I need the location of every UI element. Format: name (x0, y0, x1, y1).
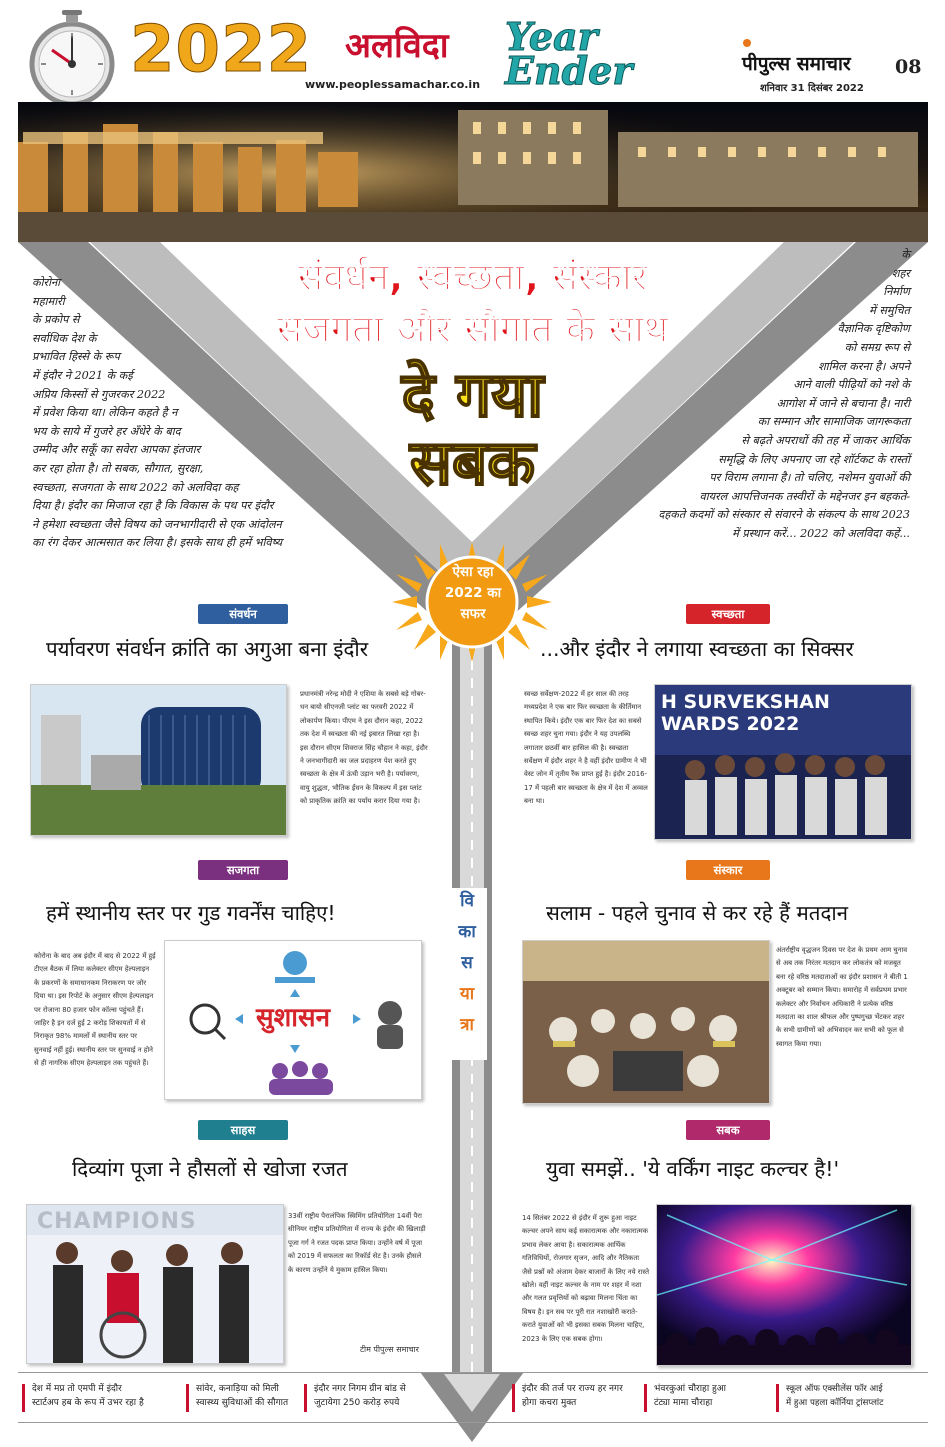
spine-letter: वि (460, 891, 474, 911)
section-tag-sanskar: संस्कार (686, 860, 770, 880)
bottom-news-line: होगा कचरा मुक्त (522, 1398, 577, 1408)
intro-left-line: कर रहा होता है। तो सबक, सौगात, सुरक्षा, (32, 461, 204, 475)
intro-left-line: दिया है। इंदौर का मिजाज रहा है कि विकास के पथ पर इंदौर (32, 499, 274, 513)
bottom-divider (18, 1372, 928, 1373)
page-number: 08 (895, 56, 922, 78)
bottom-news-item[interactable] (522, 1382, 642, 1410)
section-tag-samvardhan: संवर्धन (198, 604, 288, 624)
bottom-news-item[interactable] (786, 1382, 928, 1410)
bullet-bar (186, 1384, 189, 1412)
section-heading: दिव्यांग पूजा ने हौसलों से खोजा रजत (72, 1157, 348, 1181)
section-body: स्वच्छ सर्वेक्षण-2022 में हर साल की तरह मध्यप्रदेश ने एक बार फिर स्वच्छता के कीर्तिमान स्थापित किये। इंदौर एक बार फिर देश का सबसे स्वच्छ शहर चुना गया। इंदौर ने यह उपलब्धि लगातार छठवीं बार हासिल की है। स्वच्छता सर्वेक्षण में इंदौर शहर ने है वहीं इंदौर ग्रामीण ने भी वेस्ट जोन में तृतीय रैंक प्राप्त हुई है। इंदौर 2016-17 में पहली बार स्वच्छता के क्षेत्र में देश में अव्वल बना था। (524, 690, 648, 806)
intro-right-line: पर विराम लगाना है। तो चलिए, नशेमन युवाओं की (709, 471, 910, 485)
section-body: अंतर्राष्ट्रीय वृद्धजन दिवस पर देश के प्रथम आम चुनाव से अब तक निरंतर मतदान कर लोकतंत्र को मजबूत बना रहे वरिष्ठ मतदाताओं का इंदौर प्रशासन ने बीती 1 अक्टूबर को सम्मान किया। समारोह में सर्वप्रथम प्रभार कलेक्टर और निर्वाचन अधिकारी ने प्रत्येक वरिष्ठ मतदाता का शाल श्रीफल और पुष्पगुच्छ भेंटकर शहर के सभी ग्रामीणों को अभिवादन कर सभी को फूल से स्वागत किया गया। (776, 946, 908, 1048)
intro-right-line: के (901, 248, 910, 261)
intro-left-line: अप्रिय किस्सों से गुजरकर 2022 (32, 387, 166, 401)
spine-letter: स (461, 953, 473, 973)
spine-label (447, 888, 487, 1060)
section-tag-sajagta: सजगता (198, 860, 288, 880)
intro-left (32, 274, 392, 553)
badge-line-3: सफर (460, 606, 486, 622)
biocng-plant-photo (30, 684, 287, 836)
intro-right-line: शामिल करना है। अपने (818, 359, 910, 373)
para-athlete-photo (26, 1204, 284, 1364)
section-tag-swachhta: स्वच्छता (686, 604, 770, 624)
bottom-news-line: इंदौर नगर निगम ग्रीन बांड से (314, 1384, 406, 1394)
intro-right-line: में प्रस्थान करें... 2022 को अलविदा कहें... (732, 526, 910, 540)
bottom-news-line: देश में मप्र तो एमपी में इंदौर (32, 1384, 122, 1394)
website-link[interactable]: www.peoplessamachar.co.in (305, 78, 481, 91)
award-banner-line-1: H SURVEKSHAN (661, 691, 830, 713)
intro-left-line: में प्रवेश किया था। लेकिन कहते है न (32, 406, 178, 420)
headline-line-4: सबक (410, 426, 535, 499)
section-heading: युवा समझें.. 'ये वर्किंग नाइट कल्चर है!' (546, 1157, 840, 1181)
intro-right-line: वैज्ञानिक दृष्टिकोण (837, 322, 910, 336)
night-club-photo (656, 1204, 912, 1366)
night-club-image (657, 1205, 911, 1365)
plant-image (31, 685, 286, 835)
section-body: कोरोना के बाद अब इंदौर में बाद से 2022 में हुई टीएल बैठक में लिया कलेक्टर सीएम हेल्पलाइन के प्रकरणों के समाधानकम निराकरण पर जोर दिया था। इस रिपोर्ट के अनुसार सीएम हेल्पलाइन पर रोजाना 80 हजार फोन कॉल्स पहुंचते हैं। जाहिर है इन दर्ज हुई 2 करोड़ शिकायतों में से निराकृत 98% मामलों में स्थानीय स्तर पर सुनवाई नहीं हुई। स्थानीय स्तर पर सुनवाई न होने से ही नागरिक सीएम हेल्पलाइन तक पहुंचते हैं। (34, 952, 156, 1068)
intro-left-line: भय के साये में गुजरे हर अँधेरे के बाद (32, 424, 181, 438)
year-ender-title (505, 14, 655, 93)
sushasan-label: सुशासन (256, 1003, 330, 1033)
badge-line-1: ऐसा रहा (452, 564, 494, 580)
intro-right (540, 246, 910, 544)
intro-right-line: को समग्र रूप से (844, 340, 910, 354)
intro-left-line: कोरोना (32, 276, 61, 289)
good-governance-graphic (164, 940, 422, 1100)
intro-left-line: महामारी (32, 294, 65, 308)
bullet-bar (776, 1384, 779, 1412)
intro-left-line: प्रभावित हिस्से के रूप (32, 350, 120, 364)
bullet-bar (22, 1384, 25, 1412)
year-ender-text: Year Ender (505, 14, 633, 93)
voters-image (523, 941, 769, 1103)
bottom-divider (18, 1422, 928, 1423)
intro-right-line: वायरल आपत्तिजनक तस्वीरों के मद्देनजर इन बहकते- (699, 489, 910, 503)
award-banner-text (661, 691, 830, 735)
headline-line-2: सजगता और सौगात के साथ (276, 307, 669, 351)
section-tag-sabak: सबक (686, 1120, 770, 1140)
intro-right-line: से बढ़ते अपराधों की तह में जाकर आर्थिक (741, 433, 910, 447)
bottom-news-line: जुटायेगा 250 करोड़ रुपये (314, 1398, 400, 1408)
paper-logo-icon (742, 38, 752, 48)
bottom-news-line: स्वास्थ्य सुविधाओं की सौगात (196, 1398, 289, 1408)
swachh-award-photo (654, 684, 912, 840)
masthead-alvida: अलविदा (345, 26, 449, 66)
palace-night-image (18, 102, 928, 242)
bottom-news-line: सांवेर, कनाड़िया को मिली (196, 1384, 279, 1394)
intro-right-line: दहकते कदमों को संस्कार से संवारने के संकल्प के साथ 2023 (658, 508, 910, 522)
bottom-news-item[interactable] (654, 1382, 774, 1410)
bottom-news-item[interactable] (32, 1382, 182, 1410)
section-heading: पर्यावरण संवर्धन क्रांति का अगुआ बना इंदौर (46, 637, 369, 661)
masthead-year: 2022 (130, 13, 313, 87)
bottom-news-line: भंवरकुआं चौराहा हुआ (654, 1384, 726, 1394)
intro-left-line: सर्वाधिक देश के (32, 331, 97, 345)
intro-left-line: ने हमेशा स्वच्छता जैसे विषय को जनभागीदारी से एक आंदोलन (32, 517, 282, 531)
section-heading: सलाम - पहले चुनाव से कर रहे हैं मतदान (546, 901, 849, 925)
bullet-bar (644, 1384, 647, 1412)
spine-letter: का (458, 922, 476, 942)
banner-photo (18, 102, 928, 242)
bottom-news-item[interactable] (314, 1382, 444, 1410)
section-heading: हमें स्थानीय स्तर पर गुड गवर्नेंस चाहिए! (46, 901, 336, 925)
intro-left-line: स्वच्छता, सजगता के साथ 2022 को अलविदा कह (32, 480, 239, 494)
intro-left-line: के प्रकोप से (32, 313, 80, 327)
bottom-news-line: टंट्या मामा चौराहा (654, 1398, 713, 1408)
intro-right-line: निर्माण (883, 285, 910, 299)
headline-line-3: दे गया (401, 358, 544, 431)
champions-banner-text: CHAMPIONS (37, 1209, 197, 1234)
bottom-news-line: स्टार्टअप हब के रूप में उभर रहा है (32, 1398, 144, 1408)
senior-voters-photo (522, 940, 770, 1104)
bottom-news-line: में हुआ पहला कॉर्निया ट्रांसप्लांट (786, 1398, 884, 1408)
headline-line-1: संवर्धन, स्वच्छता, संस्कार (297, 255, 648, 299)
intro-left-line: उम्मीद और सकूँ का सवेरा आपका इंतजार (32, 443, 201, 457)
section-tag-saahas: साहस (198, 1120, 288, 1140)
bullet-bar (512, 1384, 515, 1412)
photo-credit: टीम पीपुल्स समाचार (360, 1345, 419, 1354)
intro-left-line: में इंदौर ने 2021 के कई (32, 368, 133, 382)
stopwatch-icon (12, 6, 124, 106)
intro-right-line: शहर (891, 266, 910, 280)
intro-right-line: आने वाली पीढ़ियों को नशे के (793, 378, 910, 392)
section-body: प्रधानमंत्री नरेन्द्र मोदी ने एशिया के सबसे बड़े गोबर-धन बायो सीएनजी प्लांट का फरवरी 2022 में लोकार्पण किया। पीएम ने इस दौरान कहा, 2022 तक देश में स्वच्छता की नई इबारत लिखा रहा है। इस दौरान सीएम शिवराज सिंह चौहान ने कहा, इंदौर ने जनभागीदारी का जल प्रदाहरण पेश करते हुए स्वच्छता के क्षेत्र में ऊंची उड़ान भरी है। पर्यावरण, वायु शुद्धता, भौतिक ईंधन के विकल्प में इस प्लांट को प्राकृतिक क्रांति का पर्याय करार दिया गया है। (300, 690, 428, 806)
intro-right-line: का सम्मान और सामाजिक जागरूकता (757, 415, 910, 429)
spine-letter: त्रा (460, 1015, 474, 1035)
issue-date: शनिवार 31 दिसंबर 2022 (760, 83, 864, 94)
bullet-bar (304, 1384, 307, 1412)
section-body: 33वीं राष्ट्रीय पैरालंपिक स्विमिंग प्रतियोगिता 14वीं पैरा सीनियर राष्ट्रीय प्रतियोगिता में राज्य के इंदौर की खिलाड़ी पूजा गर्ग ने रजत पदक प्राप्त किया। उन्होंने वर्ष में पूजा को 2019 में सफलता का रिकॉर्ड सेट है। उनके हौसले के कारण उन्होंने ये मुकाम हासिल किया। (288, 1212, 426, 1274)
paper-name: पीपुल्स समाचार (742, 53, 851, 75)
bottom-news-line: इंदौर की तर्ज पर राज्य हर नगर (522, 1384, 623, 1394)
spine-letter: या (459, 984, 475, 1004)
award-banner-line-2: WARDS 2022 (661, 713, 800, 735)
section-body: 14 सितंबर 2022 से इंदौर में शुरू हुआ नाइट कल्चर अपने साथ कई सकारात्मक और नकारात्मक प्रभाव लेकर आया है। सकारात्मक आर्थिक गतिविधियों, रोजगार सृजन, आदि और नैतिकता जैसे प्रश्नों को अंजाम देकर बाजारों के लिए नये रास्ते खोले। वहीं नाइट कल्चर के नाम पर शहर में नशा और गलत प्रवृत्तियों को बढ़ावा मिलना चिंता का विषय है। इन सब पर पूरी रात नशाखोरी कराते-कराते युवाओं को भी इसका सबक मिलना चाहिए, 2023 के लिए एक सबक होगा। (522, 1214, 649, 1343)
intro-left-line: का रंग देकर आत्मसात कर लिया है। इसके साथ ही हमें भविष्य (32, 536, 283, 550)
intro-right-line: समृद्धि के लिए अपनाए जा रहे शॉर्टकट के रास्तों (718, 452, 910, 466)
bottom-news-line: स्कूल ऑफ एक्सीलेंस फॉर आई (786, 1384, 883, 1394)
section-heading: ...और इंदौर ने लगाया स्वच्छता का सिक्सर (540, 637, 854, 661)
intro-right-line: में समुचित (869, 303, 910, 317)
intro-right-line: आगोश में जाने से बचाना है। नारी (776, 396, 910, 410)
badge-line-2: 2022 का (444, 585, 502, 601)
badge-text (420, 562, 526, 625)
